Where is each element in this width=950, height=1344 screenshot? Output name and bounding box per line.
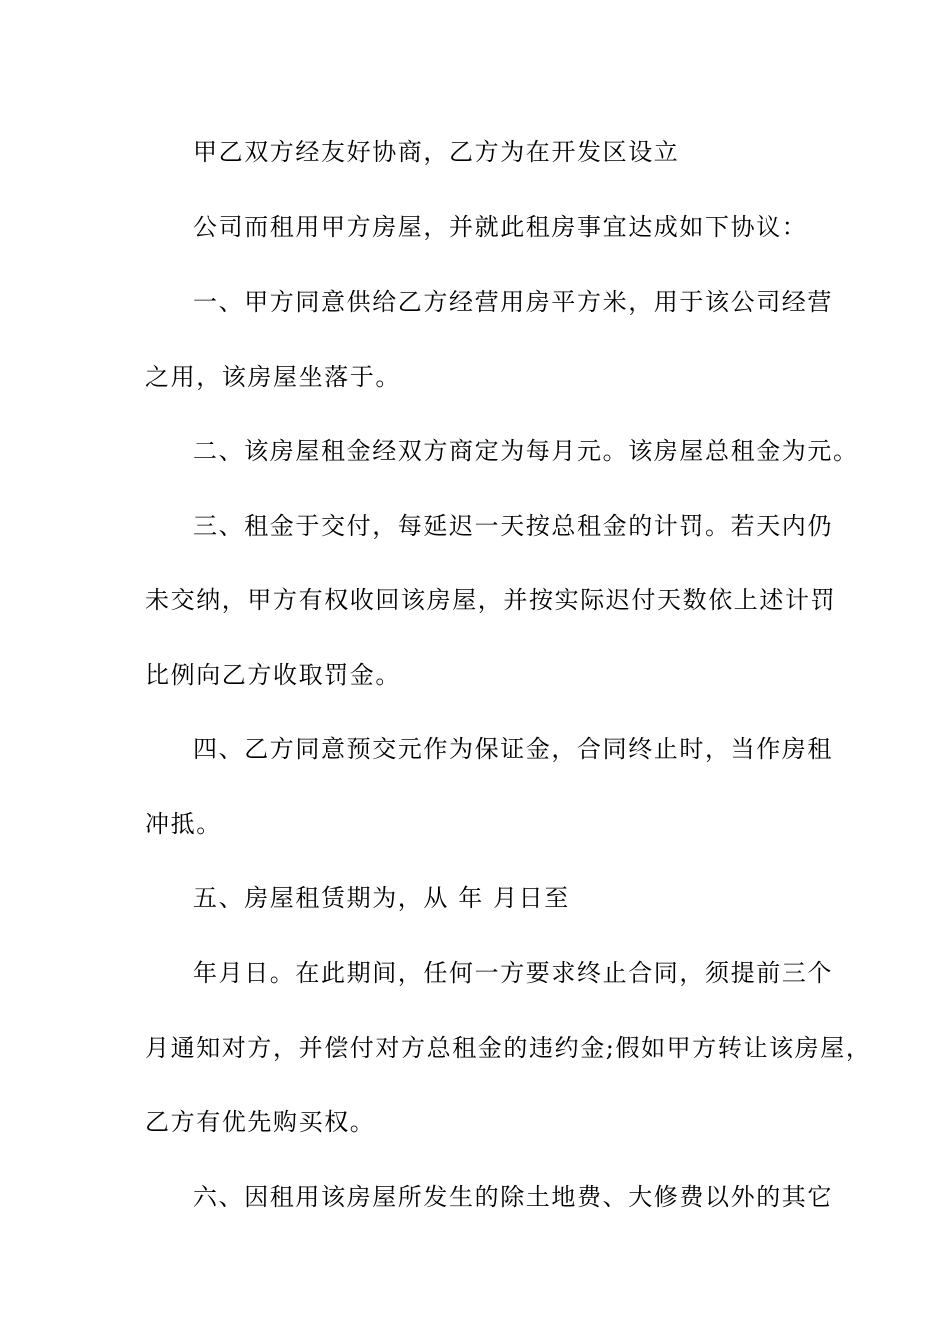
text-line: 四、乙方同意预交元作为保证金，合同终止时，当作房租 bbox=[193, 735, 833, 763]
text-line: 五、房屋租赁期为，从 年 月日至 bbox=[193, 884, 570, 912]
text-line: 未交纳，甲方有权收回该房屋，并按实际迟付天数依上述计罚 bbox=[145, 586, 837, 614]
text-line: 年月日。在此期间，任何一方要求终止合同，须提前三个 bbox=[193, 959, 833, 987]
text-line: 六、因租用该房屋所发生的除土地费、大修费以外的其它 bbox=[193, 1183, 833, 1211]
text-line: 之用，该房屋坐落于。 bbox=[145, 363, 401, 391]
text-line: 月通知对方，并偿付对方总租金的违约金;假如甲方转让该房屋， bbox=[145, 1034, 872, 1062]
text-line: 比例向乙方收取罚金。 bbox=[145, 661, 401, 689]
text-line: 一、甲方同意供给乙方经营用房平方米，用于该公司经营 bbox=[193, 288, 833, 316]
text-line: 乙方有优先购买权。 bbox=[145, 1108, 376, 1136]
text-line: 甲乙双方经友好协商，乙方为在开发区设立 bbox=[193, 138, 680, 166]
text-line: 公司而租用甲方房屋，并就此租房事宜达成如下协议： bbox=[193, 213, 808, 241]
text-line: 三、租金于交付，每延迟一天按总租金的计罚。若天内仍 bbox=[193, 512, 833, 540]
text-line: 二、该房屋租金经双方商定为每月元。该房屋总租金为元。 bbox=[193, 437, 859, 465]
text-line: 冲抵。 bbox=[145, 810, 222, 838]
